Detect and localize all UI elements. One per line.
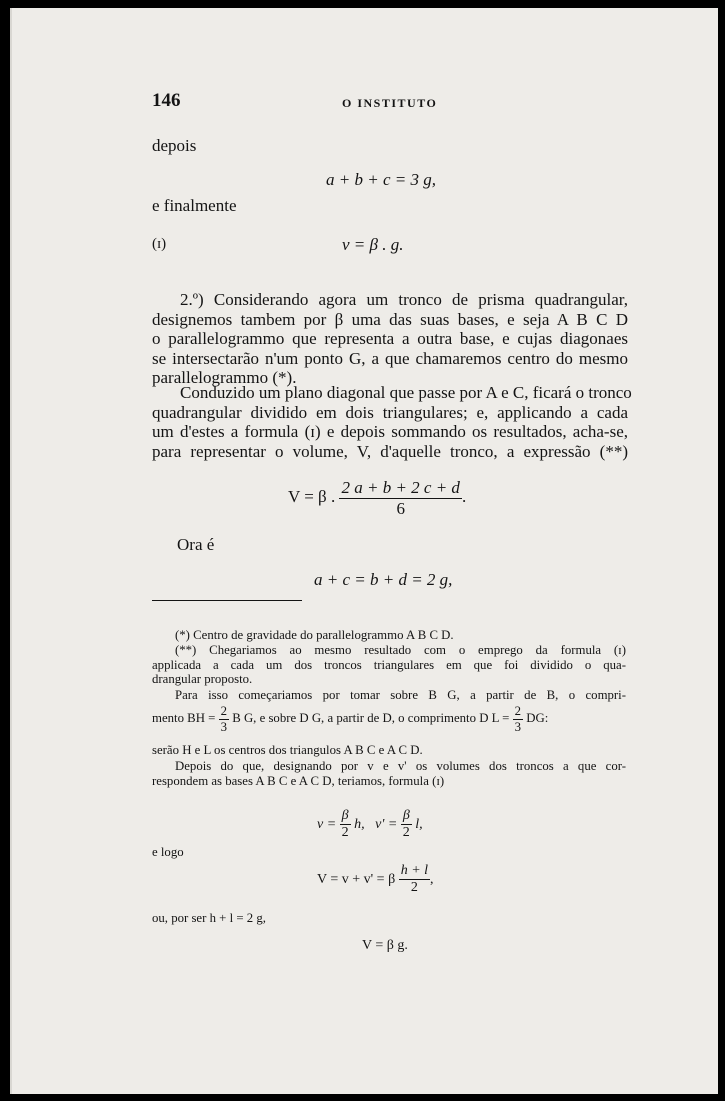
equation-v: v = β . g. [342,235,404,254]
text-e-finalmente: e finalmente [152,196,237,215]
footnote-rule [152,600,302,601]
equation-label: (ɪ) [152,236,167,252]
text-ora: Ora é [177,535,215,554]
footnote-line: respondem as bases A B C e A C D, teriamos, formula (ɪ) [152,773,445,788]
footnote-3-line-1 [152,688,626,703]
equation-text: , [430,871,434,887]
equation-text: v = [317,816,337,832]
footnote-3-line-2 [152,704,548,734]
fraction-numerator: β [401,808,412,825]
fraction-denominator: 3 [220,719,227,734]
equation-text: V = v + v' = β [317,871,396,887]
fraction [219,704,229,734]
paragraph-line: Conduzido um plano diagonal que passe por A e C, ficará o tronco [180,383,632,402]
paragraph-line: designemos tambem por β uma das suas bases, e seja A B C D [152,309,628,329]
footnote-text: DG: [526,711,549,726]
footnote-line: applicada a cada um dos troncos triangulares em que foi dividido o qua- [152,657,626,672]
fraction-denominator: 3 [514,719,522,734]
paragraph-2 [152,383,632,461]
equation-V2 [317,863,434,896]
footnote-2 [152,643,626,687]
text-ou-por-ser: ou, por ser h + l = 2 g, [152,911,266,925]
footnote-line: drangular proposto. [152,672,253,686]
footnote-line: Depois do que, designando por v e v' os volumes dos troncos a que cor- [175,759,626,773]
paragraph-line: quadrangular dividido em dois triangulares; e, applicando a cada [152,402,628,422]
running-title: O INSTITUTO [342,96,438,110]
footnote-3-line-3: serão H e L os centros dos triangulos A B C e A C D. [152,743,423,757]
fraction-denominator: 2 [402,825,410,841]
equation-volume-left: V = β . [288,486,336,506]
paragraph-line: o parallelogrammo que representa a outra base, e cujas diagonaes [152,329,628,348]
equation-ora: a + c = b + d = 2 g, [314,570,453,589]
paragraph-line: para representar o volume, V, d'aquelle tronco, a expressão (**) [152,441,628,461]
fraction [340,808,351,841]
page-number: 146 [152,90,181,111]
equation-volume [288,478,466,518]
paragraph-line: 2.º) Considerando agora um tronco de prisma quadrangular, [180,290,628,309]
fraction-denominator: 2 [410,880,418,896]
fraction [401,808,412,841]
text-e-logo: e logo [152,845,184,859]
fraction-numerator: 2 a + b + 2 c + d [341,478,460,497]
fraction-denominator: 6 [396,498,405,518]
fraction-numerator: 2 [514,704,522,718]
paragraph-line: se intersectarão n'um ponto G, a que chamaremos centro do mesmo [152,348,628,368]
paragraph-line: parallelogrammo (*). [152,368,297,387]
footnote-line: (**) Chegariamos ao mesmo resultado com o emprego da formula (ɪ) [175,643,626,657]
fraction-denominator: 2 [341,825,349,841]
fraction [399,863,430,896]
text-depois: depois [152,136,197,155]
document-page [10,8,718,1094]
paragraph-1 [152,290,628,388]
fraction-numerator: 2 [220,704,227,718]
equation-end: . [461,486,467,506]
fraction [339,478,461,518]
footnote-line: Para isso começariamos por tomar sobre B G, a partir de B, o compri- [175,688,626,702]
equation-final: V = β g. [362,938,408,953]
fraction-numerator: β [340,808,351,825]
footnote-text: mento BH = [152,711,216,726]
equation-text: v' = [375,816,398,832]
footnote-1: (*) Centro de gravidade do parallelogrammo A B C D. [175,628,454,642]
equation-v-vprime [317,808,423,841]
footnote-4 [152,759,626,788]
equation-text: h, [354,816,365,832]
equation-text: l, [415,816,423,832]
footnote-text: B G, e sobre D G, a partir de D, o comprimento D L = [232,711,510,726]
equation-sum: a + b + c = 3 g, [326,170,436,189]
fraction [513,704,523,734]
fraction-numerator: h + l [399,863,430,880]
paragraph-line: um d'estes a formula (ɪ) e depois sommando os resultados, acha-se, [152,422,628,441]
